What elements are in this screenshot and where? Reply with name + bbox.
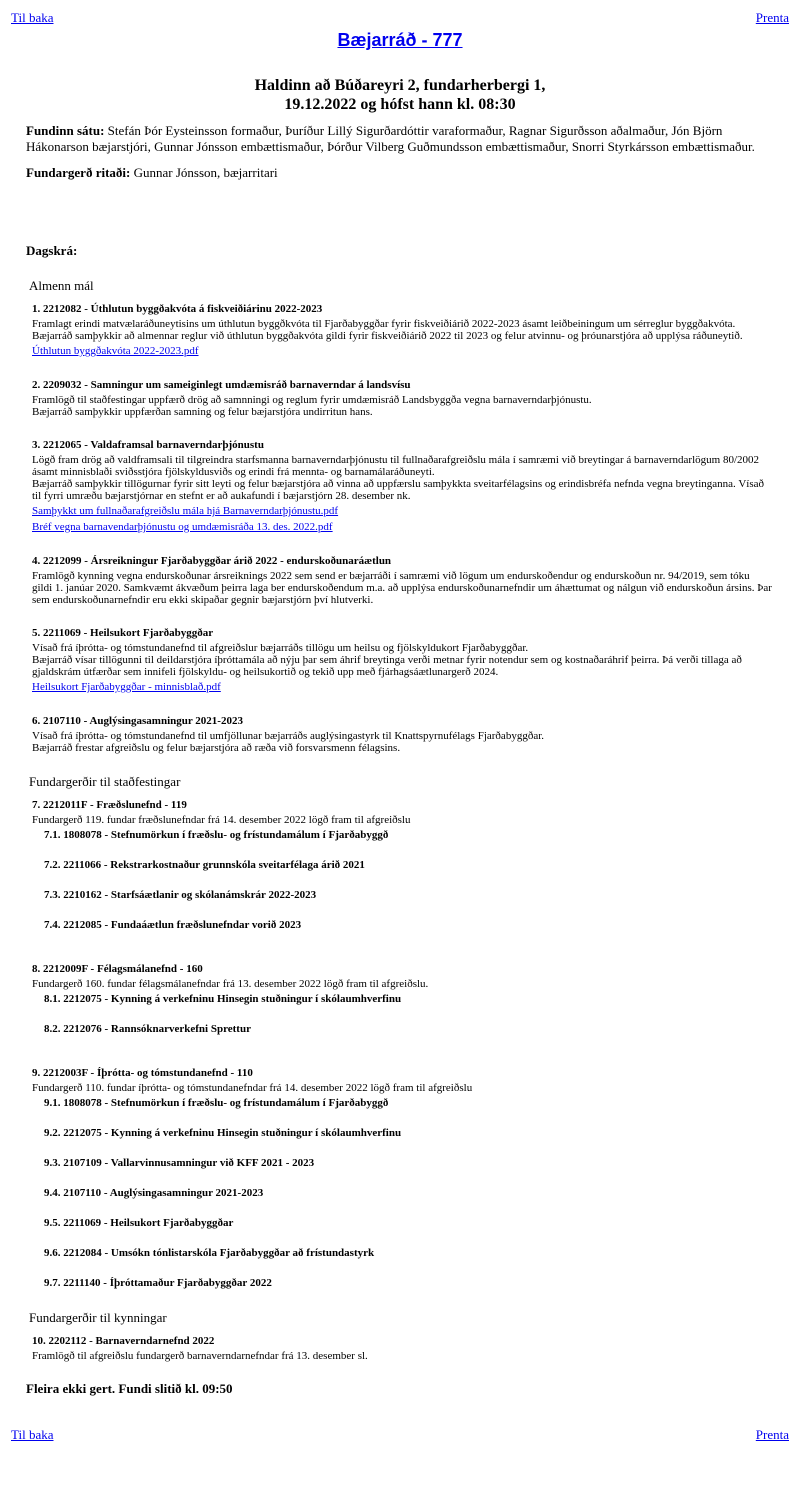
sub-item: 7.1. 1808078 - Stefnumörkun í fræðslu- og frístundamálum í Fjarðabyggð [44, 829, 389, 841]
agenda-item-title: 6. 2107110 - Auglýsingasamningur 2021-2023 [32, 715, 243, 727]
agenda-item-text: Fundargerð 119. fundar fræðslunefndar frá 14. desember 2022 lögð fram til afgreiðslu [32, 814, 411, 826]
agenda-item-text: Vísað frá íþrótta- og tómstundanefnd til umfjöllunar bæjarráðs auglýsingastyrk til Knattspyrnufélags Fjarðabyggðar. Bæjarráð frestar afgreiðslu og felur bæjarstjóra að ræða við forsvarsmenn félagsins. [32, 730, 545, 754]
agenda-item-title: 7. 2212011F - Fræðslunefnd - 119 [32, 799, 187, 811]
print-link[interactable]: Prenta [755, 1427, 789, 1442]
meeting-location: Haldinn að Búðareyri 2, fundarherbergi 1, [254, 77, 546, 94]
agenda-item [32, 438, 772, 534]
sub-item: 9.7. 2211140 - Íþróttamaður Fjarðabyggðar 2022 [44, 1277, 272, 1289]
agenda-item-text: Fundargerð 160. fundar félagsmálanefndar frá 13. desember 2022 lögð fram til afgreiðslu. [32, 978, 429, 990]
agenda-item-text: Framlagt erindi matvælaráðuneytisins um úthlutun byggðkvóta til Fjarðabyggðar fyrir fiskveiðiárið 2022-2023 ásamt leiðbeiningum um sérreglur byggðakvóta. Bæjarráð samþykkir að almennar reglur við úthlutun byggðakvóta gildi fyrir fiskveiðiárið 2022 til 2023 og felur atvinnu- og þróunarstjóra að upplýsa ráðuneytið. [32, 318, 743, 342]
sub-item: 9.6. 2212084 - Umsókn tónlistarskóla Fjarðabyggðar að frístundastyrk [44, 1247, 375, 1259]
agenda-item [32, 714, 772, 754]
agenda-item-title: 3. 2212065 - Valdaframsal barnaverndarþjónustu [32, 439, 264, 451]
sub-item: 9.5. 2211069 - Heilsukort Fjarðabyggðar [44, 1217, 234, 1229]
agenda-item-text: Framlögð til afgreiðslu fundargerð barnaverndarnefndar frá 13. desember sl. [32, 1350, 368, 1362]
sub-item: 7.2. 2211066 - Rekstrarkostnaður grunnskóla sveitarfélaga árið 2021 [44, 859, 365, 871]
sub-item: 7.3. 2210162 - Starfsáætlanir og skólanámskrár 2022-2023 [44, 889, 317, 901]
sub-item: 8.2. 2212076 - Rannsóknarverkefni Sprettur [44, 1023, 251, 1035]
meeting-time: 19.12.2022 og hófst hann kl. 08:30 [284, 96, 516, 113]
closing-note: Fleira ekki gert. Fundi slitið kl. 09:50 [26, 1381, 233, 1396]
top-nav [0, 0, 800, 26]
attendance [26, 123, 774, 155]
attendance-label: Fundinn sátu: [26, 123, 105, 138]
writer-label: Fundargerð ritaði: [26, 165, 131, 180]
print-link[interactable]: Prenta [755, 10, 789, 25]
agenda-item-title: 9. 2212003F - Íþrótta- og tómstundanefnd - 110 [32, 1067, 253, 1079]
agenda-item [32, 1066, 772, 1290]
sub-item: 7.4. 2212085 - Fundaáætlun fræðslunefndar vorið 2023 [44, 919, 302, 931]
bottom-nav [0, 1427, 800, 1443]
sub-item: 9.3. 2107109 - Vallarvinnusamningur við KFF 2021 - 2023 [44, 1157, 315, 1169]
section-heading: Almenn mál [29, 278, 94, 293]
agenda-item [32, 378, 772, 418]
attachment-link[interactable]: Heilsukort Fjarðabyggðar - minnisblað.pdf [32, 681, 221, 693]
agenda-item-title: 5. 2211069 - Heilsukort Fjarðabyggðar [32, 627, 214, 639]
agenda-item-text: Framlögð til staðfestingar uppfærð drög að samnningi og reglum fyrir umdæmisráð Landsbyggða vegna barnaverndarþjónustu. Bæjarráð samþykkir uppfærðan samning og felur bæjarstjóra undirritun hans. [32, 394, 592, 418]
sub-item: 9.4. 2107110 - Auglýsingasamningur 2021-2023 [44, 1187, 264, 1199]
sub-item: 9.2. 2212075 - Kynning á verkefninu Hinsegin stuðningur í skólaumhverfinu [44, 1127, 402, 1139]
agenda-item-text: Vísað frá íþrótta- og tómstundanefnd til afgreiðslur bæjarráðs tillögu um heilsu og fjölskyldukort Fjarðabyggðar. Bæjarráð vísar tillögunni til deildarstjóra íþróttamála að nýju þar sem áhrif breytinga verði metnar fyrir notendur sem og kostnaðaráhrif þeirra. Þá verði tillaga að gjaldskrám útfærðar sem innifeli fjölskyldu- og heilsukortið og tekið upp með fjárhagsáætlunargerð 2024. [32, 642, 742, 678]
title-link[interactable]: Bæjarráð - 777 [337, 30, 463, 50]
agenda-item [32, 1334, 772, 1362]
agenda-item-text: Fundargerð 110. fundar íþrótta- og tómstundanefndar frá 14. desember 2022 lögð fram til afgreiðslu [32, 1082, 473, 1094]
agenda-item [32, 962, 772, 1036]
section-heading: Fundargerðir til staðfestingar [29, 774, 181, 789]
agenda-item [32, 302, 772, 358]
agenda-item-text: Framlögð kynning vegna endurskoðunar ársreiknings 2022 sem send er bæjarráði í samræmi við lögum um endurskoðendur og endurskoðun nr. 94/2019, sem tóku gildi 1. janúar 2020. Samkvæmt ákvæðum þeirra laga ber endurskoðendum m.a. að upplýsa endurskoðunarnefndir um áhættumat og nálgun við endurskoðun ársins. Þar sem endurskoðunarnefndir eru ekki skipaðar gegnir bæjarstjórn því hlutverki. [32, 570, 772, 606]
attendance-text: Stefán Þór Eysteinsson formaður, Þuríður Lillý Sigurðardóttir varaformaður, Ragnar Sigurðsson aðalmaður, Jón Björn Hákonarson bæjarstjóri, Gunnar Jónsson embættismaður, Þórður Vilberg Guðmundsson embættismaður, Snorri Styrkársson embættismaður. [26, 123, 755, 154]
agenda-item [32, 554, 772, 606]
attachment-link[interactable]: Úthlutun byggðakvóta 2022-2023.pdf [32, 345, 199, 357]
agenda-item-text: Lögð fram drög að valdframsali til tilgreindra starfsmanna barnaverndarþjónustu til fullnaðarafgreiðslu mála í samræmi við breytingar á barnaverndarlögum 80/2002 ásamt minnisblaði sviðsstjóra fjölskyldusviðs og erindi frá mennta- og barnamálaráðuneyti. Bæjarráð samþykkir tillögurnar fyrir sitt leyti og felur bæjarstjóra að vinna að uppfærslu samþykkta sveitarfélagsins og erindisbréfa nefnda vegna breytinganna. Vísað til fyrri umræðu bæjarstjórnar en stefnt er að aukafundi í bæjarstjórn 28. desember nk. [32, 454, 765, 502]
meeting-info [0, 76, 800, 114]
writer-text: Gunnar Jónsson, bæjarritari [133, 165, 278, 180]
attachment-link[interactable]: Bréf vegna barnavendarþjónustu og umdæmisráða 13. des. 2022.pdf [32, 521, 333, 533]
agenda-item [32, 798, 772, 932]
agenda-heading: Dagskrá: [26, 243, 78, 258]
page-title [0, 29, 800, 51]
sub-item: 9.1. 1808078 - Stefnumörkun í fræðslu- og frístundamálum í Fjarðabyggð [44, 1097, 389, 1109]
agenda-item-title: 1. 2212082 - Úthlutun byggðakvóta á fiskveiðiárinu 2022-2023 [32, 303, 323, 315]
minutes-writer [26, 165, 774, 181]
section-heading: Fundargerðir til kynningar [29, 1310, 167, 1325]
agenda-item-title: 8. 2212009F - Félagsmálanefnd - 160 [32, 963, 203, 975]
back-link[interactable]: Til baka [11, 10, 54, 25]
agenda-item-title: 2. 2209032 - Samningur um sameiginlegt umdæmisráð barnaverndar á landsvísu [32, 379, 411, 391]
agenda-item-title: 4. 2212099 - Ársreikningur Fjarðabyggðar árið 2022 - endurskoðunaráætlun [32, 555, 392, 567]
agenda-item-title: 10. 2202112 - Barnaverndarnefnd 2022 [32, 1335, 215, 1347]
attachment-link[interactable]: Samþykkt um fullnaðarafgreiðslu mála hjá Barnaverndarþjónustu.pdf [32, 505, 339, 517]
sub-item: 8.1. 2212075 - Kynning á verkefninu Hinsegin stuðningur í skólaumhverfinu [44, 993, 402, 1005]
back-link[interactable]: Til baka [11, 1427, 54, 1442]
agenda-item [32, 626, 772, 694]
